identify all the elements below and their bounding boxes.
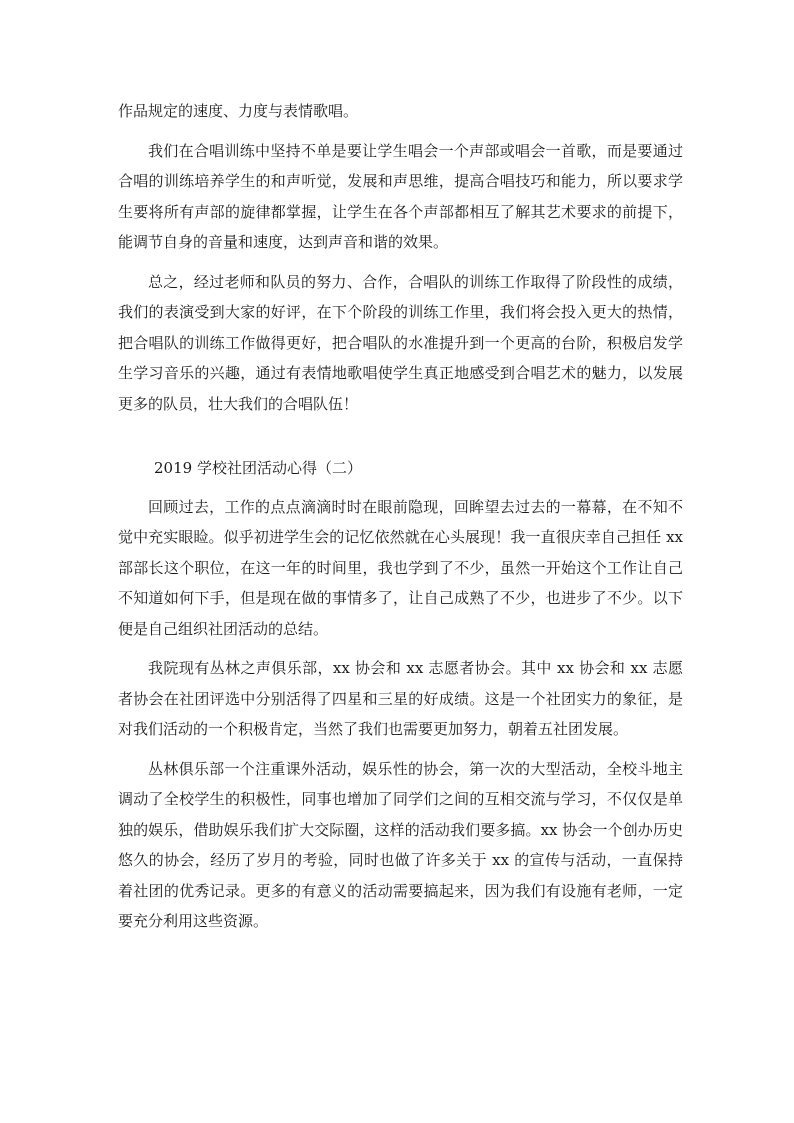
section-title: 2019 学校社团活动心得（二） (154, 459, 362, 477)
paragraph: 总之，经过老师和队员的努力、合作，合唱队的训练工作取得了阶段性的成绩，我们的表演受到大家的好评，在下个阶段的训练工作里，我们将会投入更大的热情，把合唱队的训练工作做得更好，把合唱队的水准提升到一个更高的台阶，积极启发学生学习音乐的兴趣，通过有表情地歌唱使学生真正地感受到合唱艺术的魅力，以发展更多的队员，壮大我们的合唱队伍！ (118, 272, 683, 413)
paragraph: 我们在合唱训练中坚持不单是要让学生唱会一个声部或唱会一首歌，而是要通过合唱的训练培养学生的和声听觉，发展和声思维，提高合唱技巧和能力，所以要求学生要将所有声部的旋律都掌握，让学生在各个声部都相互了解其艺术要求的前提下，能调节自身的音量和速度，达到声音和谐的效果。 (118, 141, 683, 251)
document-page (118, 96, 683, 946)
paragraph: 丛林俱乐部一个注重课外活动，娱乐性的协会，第一次的大型活动，全校斗地主调动了全校学生的积极性，同事也增加了同学们之间的互相交流与学习，不仅仅是单独的娱乐，借助娱乐我们扩大交际圈，这样的活动我们要多搞。xx 协会一个创办历史悠久的协会，经历了岁月的考验，同时也做了许多关于 xx 的宣传与活动，一直保持着社团的优秀记录。更多的有意义的活动需要搞起来，因为我们有设施有老师，一定要充分利用这些资源。 (118, 759, 683, 930)
paragraph: 回顾过去，工作的点点滴滴时时在眼前隐现，回眸望去过去的一幕幕，在不知不觉中充实眼睑。似乎初进学生会的记忆依然就在心头展现！我一直很庆幸自己担任 xx 部部长这个职位，在这一年的时间里，我也学到了不少，虽然一开始这个工作让自己不知道如何下手，但是现在做的事情多了，让自己成熟了不少，也进步了不少。以下便是自己组织社团活动的总结。 (118, 497, 683, 638)
paragraph: 作品规定的速度、力度与表情歌唱。 (118, 102, 359, 120)
paragraph: 我院现有丛林之声俱乐部，xx 协会和 xx 志愿者协会。其中 xx 协会和 xx 志愿者协会在社团评选中分别活得了四星和三星的好成绩。这是一个社团实力的象征，是对我们活动的一个积极肯定，当然了我们也需要更加努力，朝着五社团发展。 (118, 659, 683, 738)
